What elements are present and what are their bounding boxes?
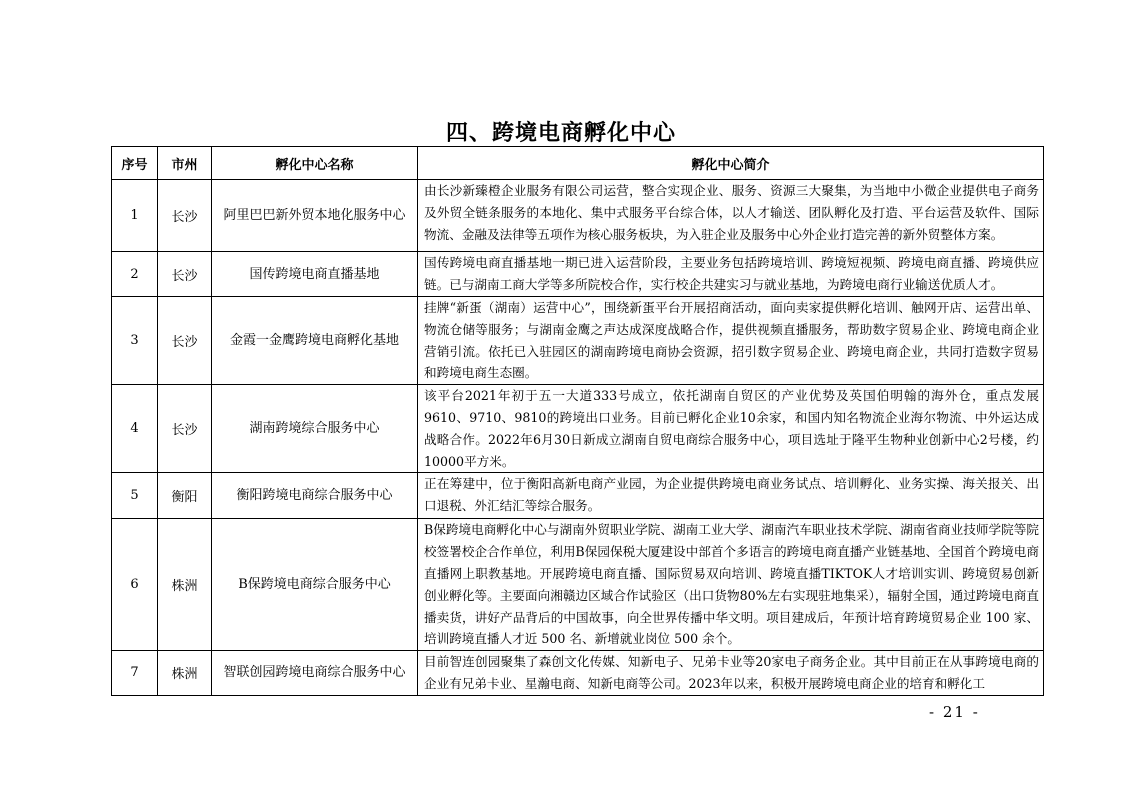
row-index: 2 — [112, 252, 158, 297]
page-title: 四、跨境电商孵化中心 — [445, 121, 676, 146]
row-city: 长沙 — [158, 252, 212, 297]
row-index: 4 — [112, 385, 158, 473]
row-intro: 该平台2021年初于五一大道333号成立，依托湖南自贸区的产业优势及英国伯明翰的海外仓，重点发展9610、9710、9810的跨境出口业务。目前已孵化企业10余家，和国内知名物流企业海尔物流、中外运达成战略合作。2022年6月30日新成立湖南自贸电商综合服务中心，项目选址于隆平生物种业创新中心2号楼，约10000平方米。 — [418, 385, 1044, 473]
row-name: 智联创园跨境电商综合服务中心 — [212, 651, 418, 696]
row-intro: 正在筹建中，位于衡阳高新电商产业园，为企业提供跨境电商业务试点、培训孵化、业务实操、海关报关、出口退税、外汇结汇等综合服务。 — [418, 473, 1044, 519]
row-name: 阿里巴巴新外贸本地化服务中心 — [212, 180, 418, 252]
table-row — [112, 297, 1044, 385]
row-index: 6 — [112, 519, 158, 651]
row-name: B保跨境电商综合服务中心 — [212, 519, 418, 651]
row-intro: 国传跨境电商直播基地一期已进入运营阶段，主要业务包括跨境培训、跨境短视频、跨境电商直播、跨境供应链。已与湖南工商大学等多所院校合作，实行校企共建实习与就业基地，为跨境电商行业输送优质人才。 — [418, 252, 1044, 297]
row-intro: B保跨境电商孵化中心与湖南外贸职业学院、湖南工业大学、湖南汽车职业技术学院、湖南省商业技师学院等院校签署校企合作单位，利用B保园保税大厦建设中部首个多语言的跨境电商直播产业链基地、全国首个跨境电商直播网上职教基地。开展跨境电商直播、国际贸易双向培训、跨境直播TIKTOK人才培训实训、跨境贸易创新创业孵化等。主要面向湘赣边区域合作试验区（出口货物80%左右实现驻地集采），辐射全国，通过跨境电商直播卖货，讲好产品背后的中国故事，向全世界传播中华文明。项目建成后，年预计培育跨境贸易企业 100 家、培训跨境直播人才近 500 名、新增就业岗位 500 余个。 — [418, 519, 1044, 651]
row-intro: 由长沙新臻橙企业服务有限公司运营，整合实现企业、服务、资源三大聚集，为当地中小微企业提供电子商务及外贸全链条服务的本地化、集中式服务平台综合体，以人才输送、团队孵化及打造、平台运营及软件、国际物流、金融及法律等五项作为核心服务板块，为入驻企业及服务中心外企业打造完善的新外贸整体方案。 — [418, 180, 1044, 252]
row-index: 5 — [112, 473, 158, 519]
table-row — [112, 385, 1044, 473]
row-index: 7 — [112, 651, 158, 696]
table-row — [112, 180, 1044, 252]
header-city: 市州 — [158, 147, 212, 180]
page-number: - 21 - — [929, 703, 980, 721]
row-name: 国传跨境电商直播基地 — [212, 252, 418, 297]
incubation-center-table — [111, 146, 1044, 696]
table-header-row — [112, 147, 1044, 180]
row-city: 株洲 — [158, 651, 212, 696]
row-city: 株洲 — [158, 519, 212, 651]
row-city: 长沙 — [158, 385, 212, 473]
row-name: 金霞一金鹰跨境电商孵化基地 — [212, 297, 418, 385]
table-row — [112, 651, 1044, 696]
header-name: 孵化中心名称 — [212, 147, 418, 180]
row-name: 湖南跨境综合服务中心 — [212, 385, 418, 473]
row-city: 衡阳 — [158, 473, 212, 519]
row-index: 1 — [112, 180, 158, 252]
row-index: 3 — [112, 297, 158, 385]
row-city: 长沙 — [158, 180, 212, 252]
row-intro: 挂牌“新蛋（湖南）运营中心”，围绕新蛋平台开展招商活动，面向卖家提供孵化培训、触网开店、运营出单、物流仓储等服务；与湖南金鹰之声达成深度战略合作，提供视频直播服务，帮助数字贸易企业、跨境电商企业营销引流。依托已入驻园区的湖南跨境电商协会资源，招引数字贸易企业、跨境电商企业，共同打造数字贸易和跨境电商生态圈。 — [418, 297, 1044, 385]
table-row — [112, 519, 1044, 651]
row-city: 长沙 — [158, 297, 212, 385]
row-intro: 目前智连创园聚集了森创文化传媒、知新电子、兄弟卡业等20家电子商务企业。其中目前正在从事跨境电商的企业有兄弟卡业、星瀚电商、知新电商等公司。2023年以来，积极开展跨境电商企业的培育和孵化工 — [418, 651, 1044, 696]
table-row — [112, 473, 1044, 519]
header-intro: 孵化中心简介 — [418, 147, 1044, 180]
header-index: 序号 — [112, 147, 158, 180]
row-name: 衡阳跨境电商综合服务中心 — [212, 473, 418, 519]
table-row — [112, 252, 1044, 297]
